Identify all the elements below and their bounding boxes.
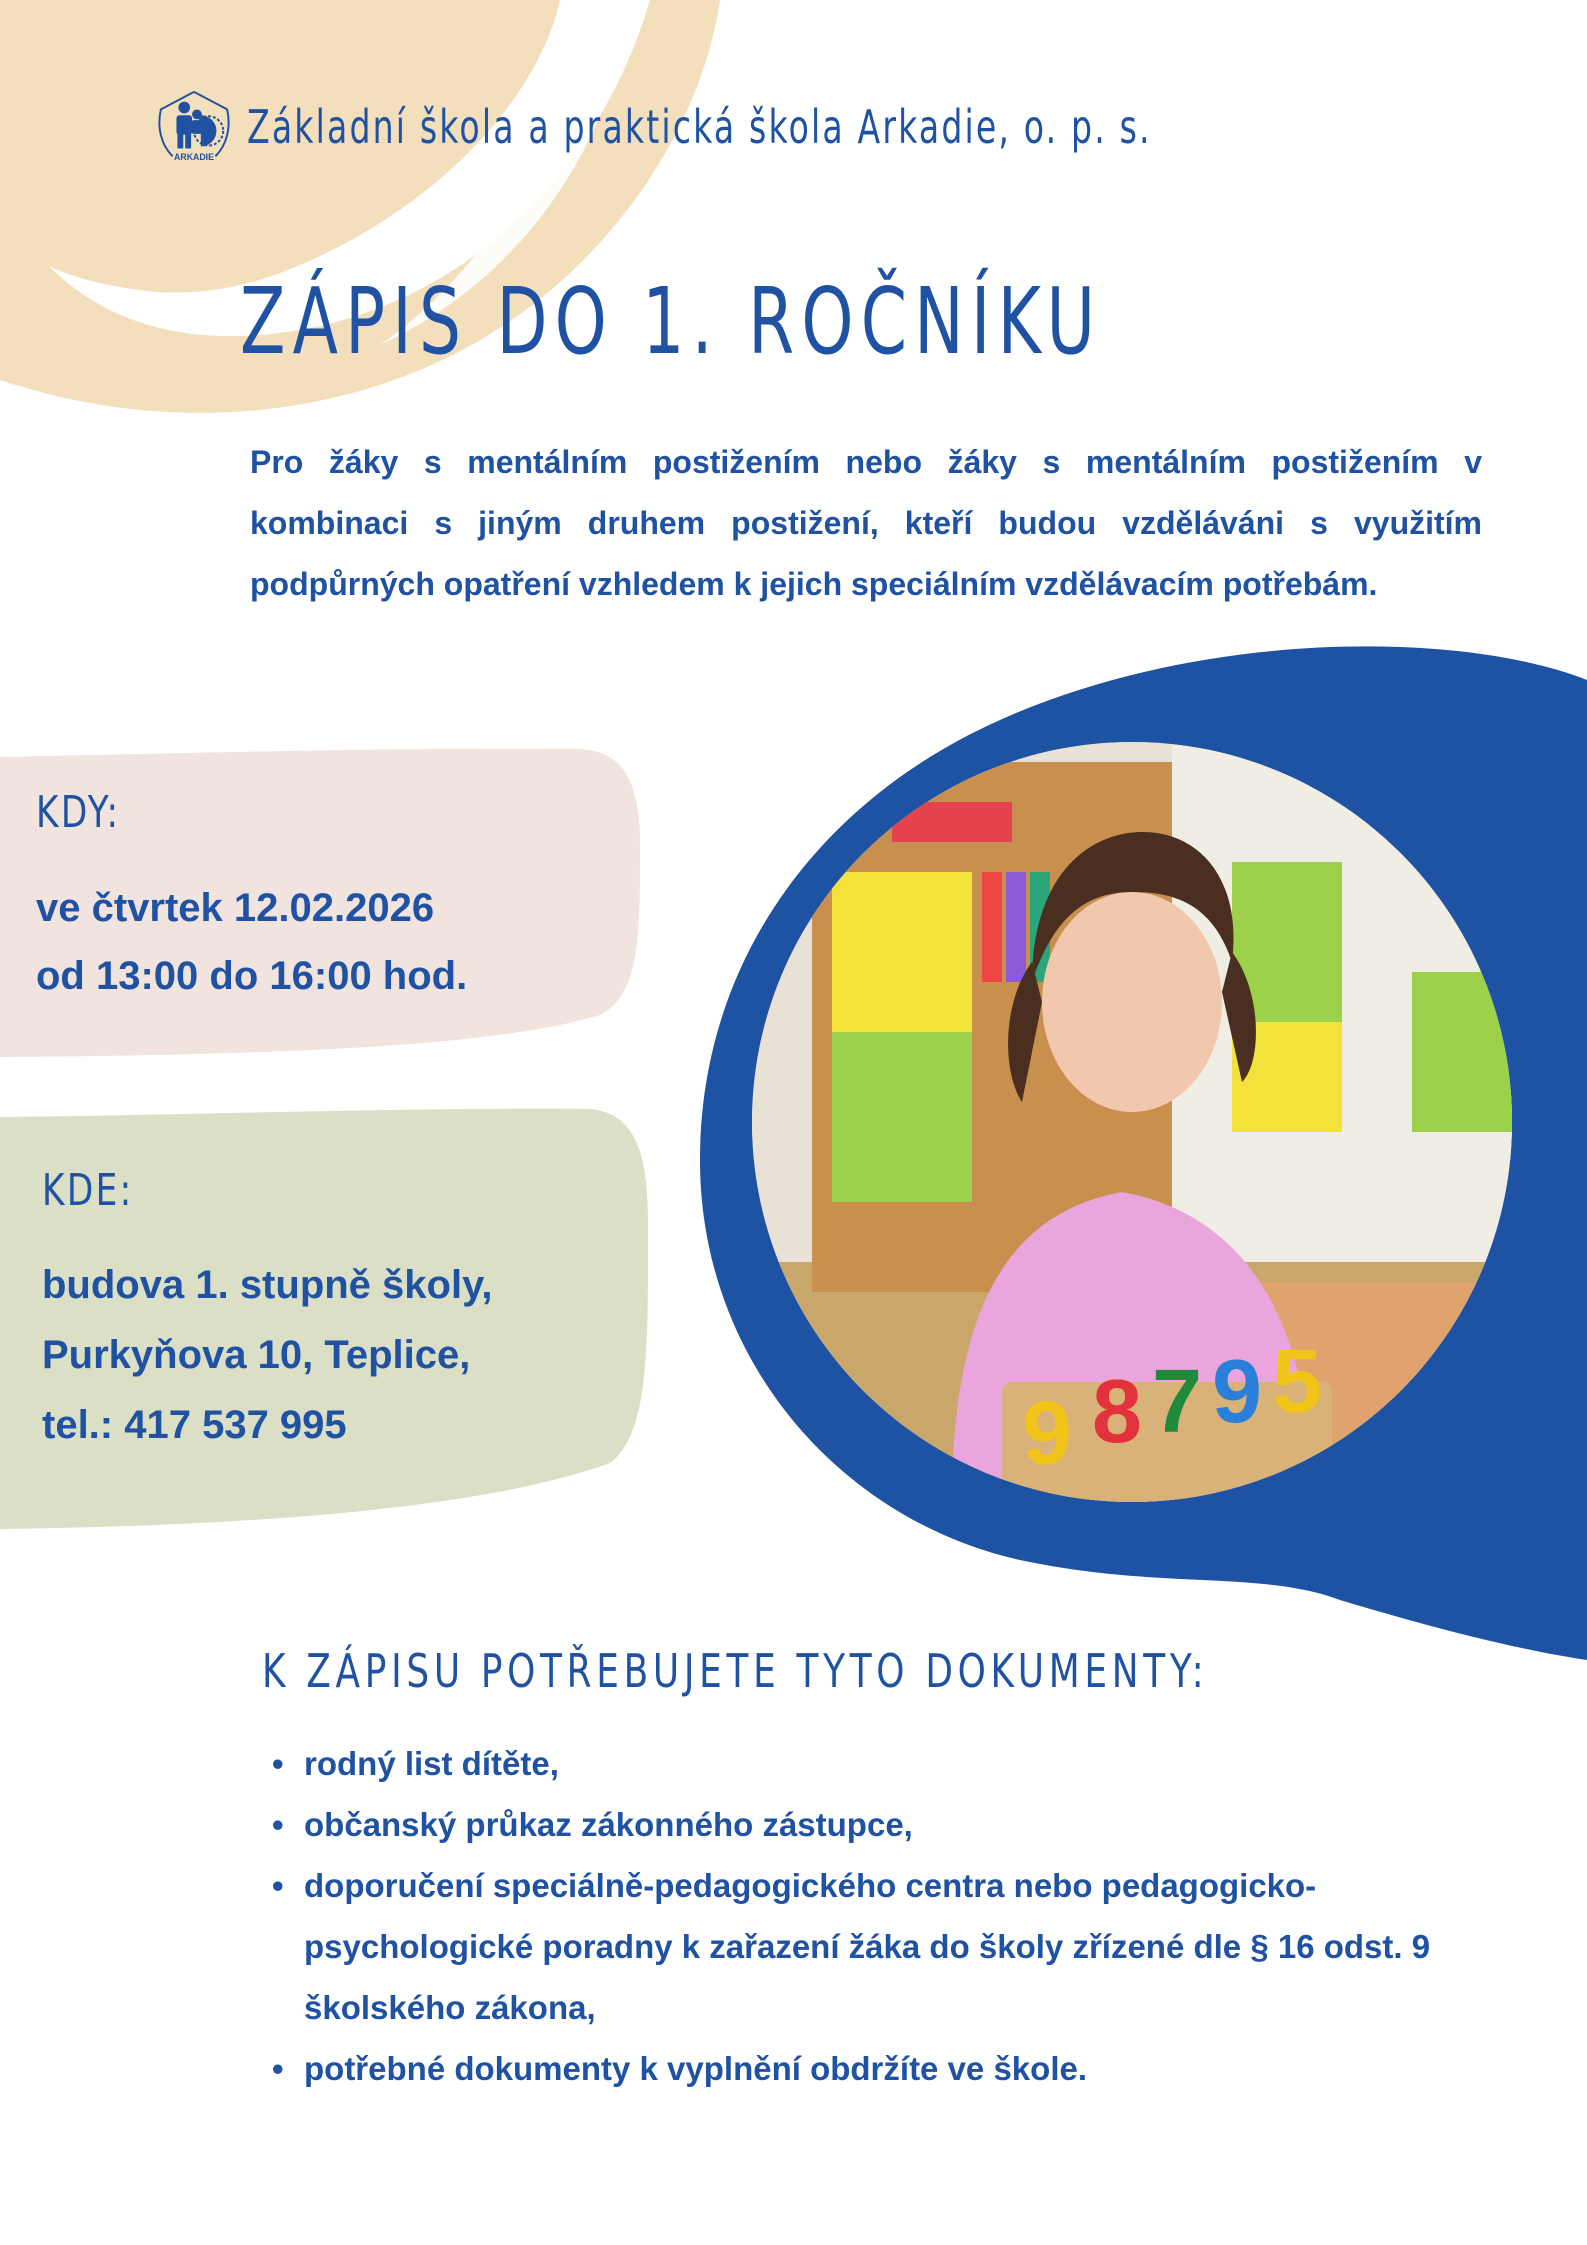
svg-text:7: 7 bbox=[1152, 1352, 1203, 1452]
list-item bbox=[272, 1855, 1502, 2038]
when-date: ve čtvrtek 12.02.2026 bbox=[36, 886, 435, 930]
where-building: budova 1. stupně školy, bbox=[42, 1263, 493, 1307]
svg-text:6: 6 bbox=[1021, 1382, 1072, 1482]
document-guardian-id: občanský průkaz zákonného zástupce, bbox=[304, 1806, 913, 1843]
where-address: Purkyňova 10, Teplice, bbox=[42, 1333, 471, 1377]
bullet-icon: • bbox=[272, 2050, 284, 2087]
bullet-icon: • bbox=[272, 1745, 284, 1782]
documents-heading: K ZÁPISU POTŘEBUJETE TYTO DOKUMENTY: bbox=[262, 1644, 1209, 1698]
document-recommendation: doporučení speciálně-pedagogického centra nebo pedagogicko-psychologické poradny k zařazení žáka do školy zřízené dle § 16 odst. 9 školského zákona, bbox=[304, 1867, 1431, 2026]
arkadie-logo-icon bbox=[155, 88, 233, 166]
where-box bbox=[0, 1093, 650, 1533]
list-item bbox=[272, 1794, 1502, 1855]
list-item bbox=[272, 1733, 1502, 1794]
when-time: od 13:00 do 16:00 hod. bbox=[36, 954, 468, 998]
classroom-photo-illustration bbox=[752, 742, 1512, 1502]
child-photo bbox=[752, 742, 1512, 1502]
svg-text:5: 5 bbox=[1272, 1332, 1323, 1432]
where-label: KDE: bbox=[42, 1165, 134, 1216]
when-box bbox=[0, 735, 640, 1060]
where-phone: tel.: 417 537 995 bbox=[42, 1403, 347, 1447]
intro-paragraph: Pro žáky s mentálním postižením nebo žáky s mentálním postižením v kombinaci s jiným druhem postižení, kteří budou vzděláváni s využitím podpůrných opatření vzhledem k jejich speciálním vzdělávacím potřebám. bbox=[250, 444, 1482, 602]
when-label: KDY: bbox=[36, 787, 121, 838]
school-header bbox=[155, 88, 1504, 166]
bullet-icon: • bbox=[272, 1806, 284, 1843]
documents-list bbox=[272, 1733, 1502, 2099]
svg-text:8: 8 bbox=[1092, 1362, 1143, 1462]
document-forms-at-school: potřebné dokumenty k vyplnění obdržíte ve škole. bbox=[304, 2050, 1088, 2087]
page-title: ZÁPIS DO 1. ROČNÍKU bbox=[240, 268, 1103, 375]
school-name: Základní škola a praktická škola Arkadie, o. p. s. bbox=[247, 100, 1152, 154]
document-birth-certificate: rodný list dítěte, bbox=[304, 1745, 559, 1782]
svg-text:9: 9 bbox=[1212, 1342, 1263, 1442]
svg-text:ARKADIE: ARKADIE bbox=[174, 152, 214, 163]
list-item bbox=[272, 2038, 1502, 2099]
bullet-icon: • bbox=[272, 1867, 284, 1904]
